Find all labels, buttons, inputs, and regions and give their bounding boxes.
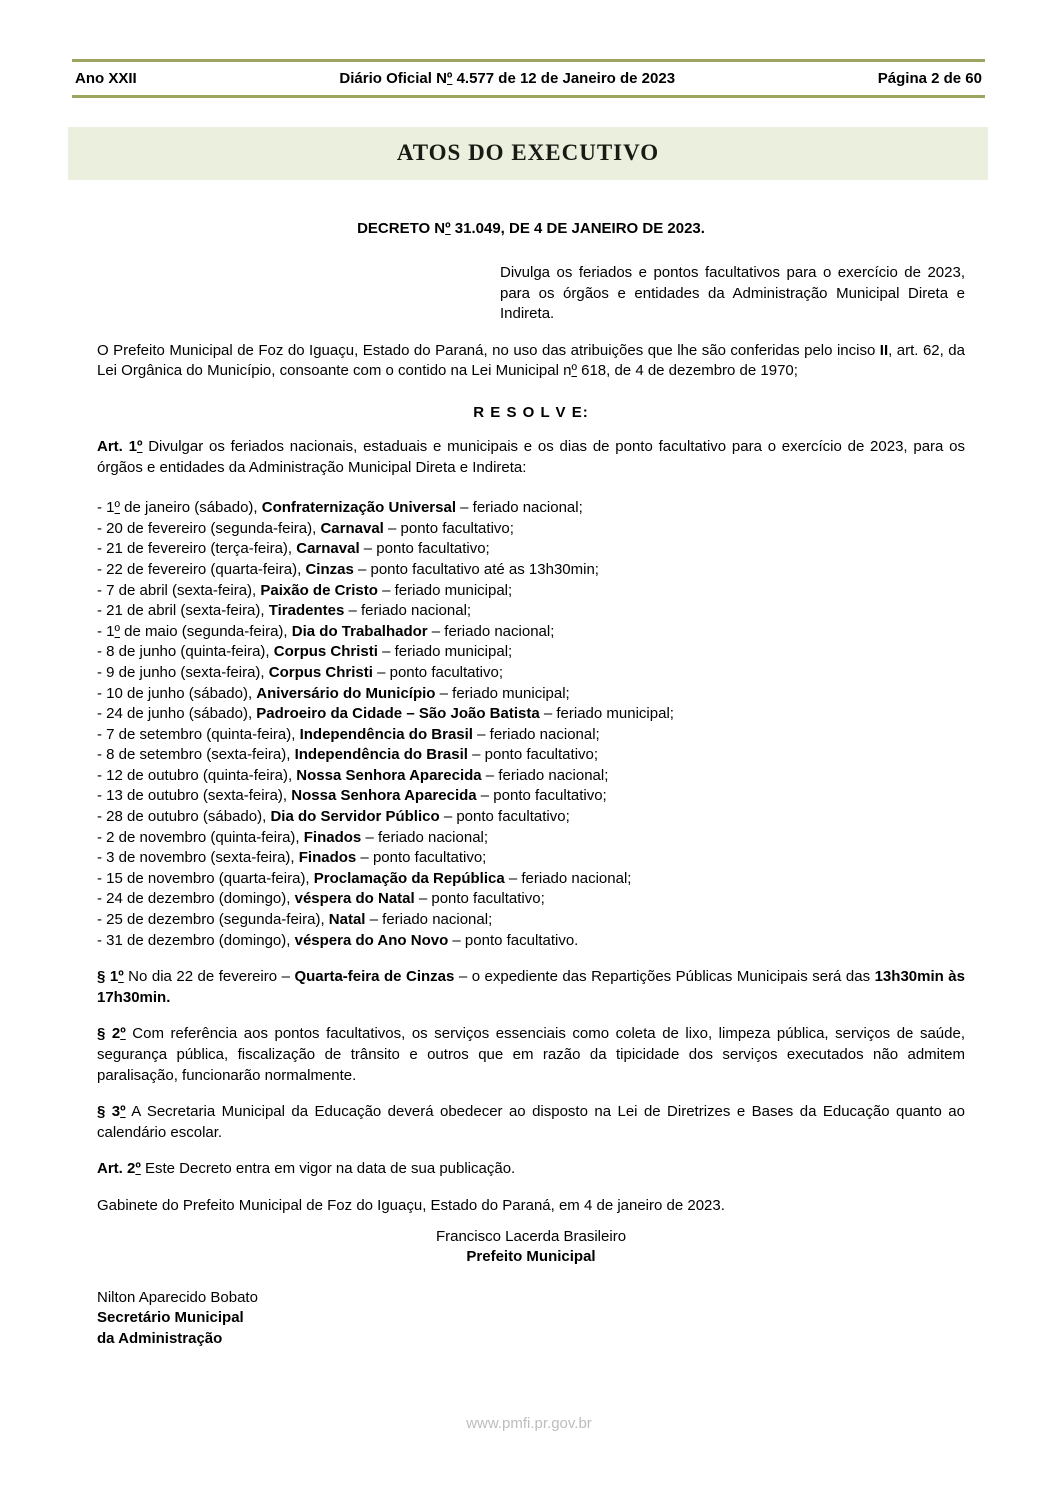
holiday-item: - 25 de dezembro (segunda-feira), Natal – feriado nacional; <box>97 911 493 929</box>
secretary-signature <box>97 1288 965 1350</box>
holiday-item: - 24 de junho (sábado), Padroeiro da Cidade – São João Batista – feriado municipal; <box>97 705 674 723</box>
article-2: Art. 2º Este Decreto entra em vigor na data de sua publicação. <box>97 1160 516 1178</box>
holiday-item: - 21 de abril (sexta-feira), Tiradentes – feriado nacional; <box>97 602 472 620</box>
article-1: Art. 1º Divulgar os feriados nacionais, estaduais e municipais e os dias de ponto facultativo para o exercício de 2023, para os órgãos e entidades da Administração Municipal Direta e Indireta: <box>97 437 966 476</box>
section-banner-title: ATOS DO EXECUTIVO <box>396 140 660 165</box>
paragraph-2: § 2º Com referência aos pontos facultativos, os serviços essenciais como coleta de lixo, limpeza pública, serviços de saúde, segurança pública, fiscalização de trânsito e outros que em razão da tipicidade dos serviços executados não admitem paralisação, funcionarão normalmente. <box>97 1025 965 1084</box>
holiday-item: - 28 de outubro (sábado), Dia do Servidor Público – ponto facultativo; <box>97 808 570 826</box>
decree-preamble: O Prefeito Municipal de Foz do Iguaçu, Estado do Paraná, no uso das atribuições que lhe são conferidas pelo inciso II, art. 62, da Lei Orgânica do Município, consoante com o contido na Lei Municipal nº 618, de 4 de dezembro de 1970; <box>97 341 965 380</box>
resolve-heading: R E S O L V E: <box>473 403 589 421</box>
secretary-name: Nilton Aparecido Bobato <box>97 1288 258 1306</box>
holiday-item: - 7 de setembro (quinta-feira), Independência do Brasil – feriado nacional; <box>97 725 600 743</box>
secretary-role-line2: da Administração <box>97 1329 223 1347</box>
holiday-item: - 1º de maio (segunda-feira), Dia do Trabalhador – feriado nacional; <box>97 622 555 640</box>
paragraph-3: § 3º A Secretaria Municipal da Educação deverá obedecer ao disposto na Lei de Diretrizes e Bases da Educação quanto ao calendário escolar. <box>97 1103 965 1141</box>
holiday-item: - 10 de junho (sábado), Aniversário do Município – feriado municipal; <box>97 684 570 702</box>
holiday-item: - 1º de janeiro (sábado), Confraternização Universal – feriado nacional; <box>97 499 583 517</box>
secretary-role-line1: Secretário Municipal <box>97 1309 244 1327</box>
header-page-number: Página 2 de 60 <box>877 70 982 87</box>
holiday-item: - 9 de junho (sexta-feira), Corpus Christi – ponto facultativo; <box>97 663 504 681</box>
holiday-item: - 2 de novembro (quinta-feira), Finados – feriado nacional; <box>97 828 489 846</box>
decree-title: DECRETO Nº 31.049, DE 4 DE JANEIRO DE 2023. <box>357 220 705 237</box>
holiday-item: - 12 de outubro (quinta-feira), Nossa Senhora Aparecida – feriado nacional; <box>97 766 609 784</box>
holiday-item: - 20 de fevereiro (segunda-feira), Carnaval – ponto facultativo; <box>97 519 514 537</box>
holiday-item: - 22 de fevereiro (quarta-feira), Cinzas – ponto facultativo até as 13h30min; <box>97 560 599 578</box>
paragraph-1: § 1º No dia 22 de fevereiro – Quarta-feira de Cinzas – o expediente das Repartições Públicas Municipais será das 13h30min às 17h30min. <box>97 968 965 1006</box>
holiday-item: - 7 de abril (sexta-feira), Paixão de Cristo – feriado municipal; <box>97 581 513 599</box>
holiday-list <box>97 498 965 951</box>
holiday-item: - 31 de dezembro (domingo), véspera do Ano Novo – ponto facultativo. <box>97 931 579 949</box>
holiday-item: - 8 de setembro (sexta-feira), Independência do Brasil – ponto facultativo; <box>97 746 599 764</box>
holiday-item: - 21 de fevereiro (terça-feira), Carnaval – ponto facultativo; <box>97 540 490 558</box>
holiday-item: - 3 de novembro (sexta-feira), Finados – ponto facultativo; <box>97 849 487 867</box>
page-header <box>72 59 985 98</box>
header-year: Ano XXII <box>75 70 137 87</box>
holiday-item: - 24 de dezembro (domingo), véspera do Natal – ponto facultativo; <box>97 890 545 908</box>
header-edition: Diário Oficial Nº 4.577 de 12 de Janeiro de 2023 <box>339 70 676 87</box>
mayor-name: Francisco Lacerda Brasileiro <box>435 1227 627 1245</box>
section-banner <box>68 127 988 180</box>
decree-content <box>97 220 965 1350</box>
holiday-item: - 13 de outubro (sexta-feira), Nossa Senhora Aparecida – ponto facultativo; <box>97 787 607 805</box>
holiday-item: - 8 de junho (quinta-feira), Corpus Christi – feriado municipal; <box>97 643 513 661</box>
decree-ementa: Divulga os feriados e pontos facultativos para o exercício de 2023, para os órgãos e entidades da Administração Municipal Direta e Indireta. <box>500 264 965 323</box>
holiday-item: - 15 de novembro (quarta-feira), Proclamação da República – feriado nacional; <box>97 869 632 887</box>
mayor-signature <box>97 1227 965 1268</box>
gabinete-line: Gabinete do Prefeito Municipal de Foz do Iguaçu, Estado do Paraná, em 4 de janeiro de 2023. <box>97 1196 725 1214</box>
footer-url: www.pmfi.pr.gov.br <box>466 1415 592 1432</box>
mayor-role: Prefeito Municipal <box>466 1248 596 1266</box>
